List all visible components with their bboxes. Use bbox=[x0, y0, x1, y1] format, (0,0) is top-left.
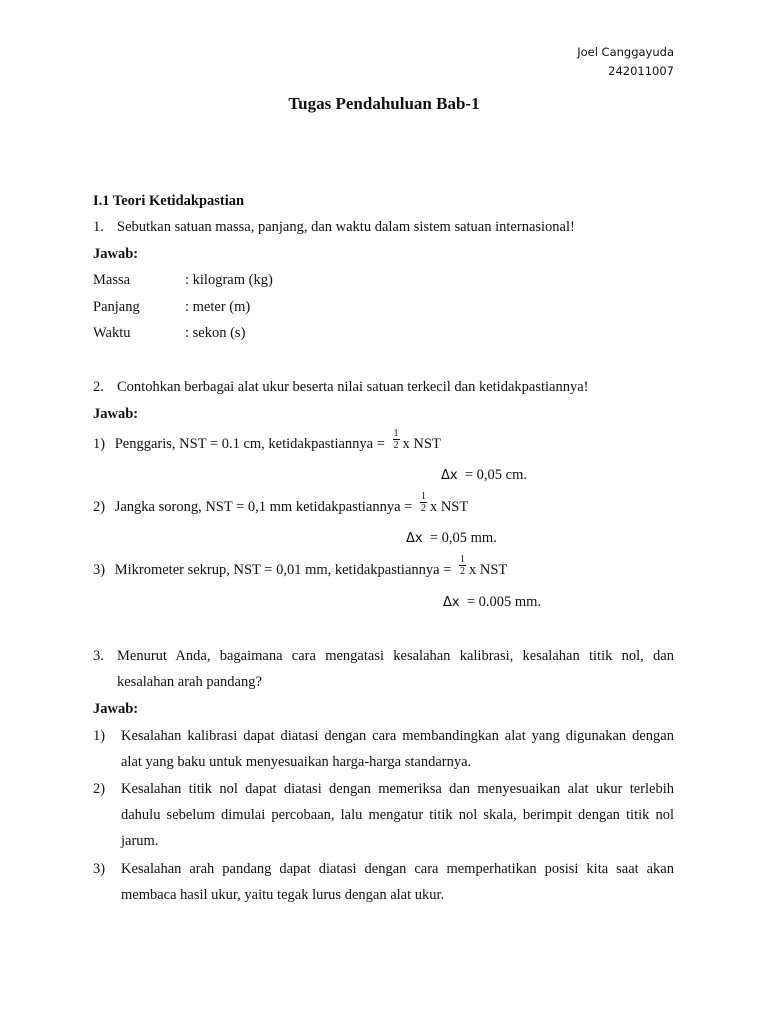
half-fraction: $\frac{1}{2}$ bbox=[420, 491, 426, 515]
page-title: Tugas Pendahuluan Bab-1 bbox=[288, 94, 480, 113]
uncertainty-result bbox=[441, 467, 527, 484]
list-item-number: 1) bbox=[93, 728, 106, 744]
question-3-number: 3. bbox=[93, 648, 104, 664]
list-item-suffix: x NST bbox=[402, 436, 441, 452]
answer-label-1: Jawab: bbox=[93, 246, 139, 262]
list-item bbox=[93, 428, 441, 453]
question-3-text: Menurut Anda, bagaimana cara mengatasi kesalahan kalibrasi, kesalahan titik nol, dan kesalahan arah pandang? bbox=[117, 648, 674, 690]
list-item-number: 3) bbox=[93, 861, 106, 877]
uncertainty-result bbox=[406, 530, 497, 547]
section-title: I.1 Teori Ketidakpastian bbox=[93, 193, 245, 209]
list-item-number: 1) bbox=[93, 436, 106, 452]
list-item-text: Mikrometer sekrup, NST = 0,01 mm, ketidakpastiannya = bbox=[114, 562, 452, 578]
delta-x-symbol: Δx bbox=[441, 468, 458, 483]
unit-value-time: : sekon (s) bbox=[185, 325, 246, 341]
uncertainty-value: = 0.005 mm. bbox=[466, 594, 542, 610]
answer-label-2: Jawab: bbox=[93, 406, 139, 422]
list-item-text: Penggaris, NST = 0.1 cm, ketidakpastiannya = bbox=[114, 436, 385, 452]
question-1-text: Sebutkan satuan massa, panjang, dan waktu dalam sistem satuan internasional! bbox=[117, 219, 575, 235]
uncertainty-value: = 0,05 mm. bbox=[429, 530, 497, 546]
list-item-number: 2) bbox=[93, 781, 106, 797]
delta-x-symbol: Δx bbox=[406, 531, 423, 546]
list-item-text: Jangka sorong, NST = 0,1 mm ketidakpastiannya = bbox=[114, 499, 413, 515]
answer-label-3: Jawab: bbox=[93, 701, 139, 717]
list-item-number: 2) bbox=[93, 499, 106, 515]
question-1-number: 1. bbox=[93, 219, 104, 235]
question-2-number: 2. bbox=[93, 379, 104, 395]
uncertainty-value: = 0,05 cm. bbox=[464, 467, 527, 483]
list-item-suffix: x NST bbox=[429, 499, 469, 515]
half-fraction: $\frac{1}{2}$ bbox=[393, 428, 399, 452]
list-item-text: Kesalahan titik nol dapat diatasi dengan memeriksa dan menyesuaikan alat ukur terlebih dahulu sebelum dimulai percobaan, lalu mengatur titik nol skala, berimpit dengan titik nol jarum. bbox=[121, 781, 674, 849]
uncertainty-result bbox=[443, 594, 541, 611]
unit-value-mass: : kilogram (kg) bbox=[185, 272, 273, 288]
author-name: Joel Canggayuda bbox=[577, 45, 674, 59]
unit-label-mass: Massa bbox=[93, 272, 131, 288]
list-item bbox=[93, 491, 469, 516]
list-item-suffix: x NST bbox=[469, 562, 508, 578]
delta-x-symbol: Δx bbox=[443, 595, 460, 610]
half-fraction: $\frac{1}{2}$ bbox=[460, 554, 465, 578]
list-item-text: Kesalahan kalibrasi dapat diatasi dengan cara membandingkan alat yang digunakan dengan alat yang baku untuk menyesuaikan harga-harga standarnya. bbox=[121, 728, 674, 770]
unit-label-time: Waktu bbox=[93, 325, 131, 341]
list-item-text: Kesalahan arah pandang dapat diatasi dengan cara memperhatikan posisi kita saat akan membaca hasil ukur, yaitu tegak lurus dengan alat ukur. bbox=[121, 861, 674, 903]
list-item bbox=[93, 554, 508, 579]
question-2-text: Contohkan berbagai alat ukur beserta nilai satuan terkecil dan ketidakpastiannya! bbox=[117, 379, 589, 395]
unit-label-length: Panjang bbox=[93, 299, 140, 315]
list-item-number: 3) bbox=[93, 562, 106, 578]
unit-value-length: : meter (m) bbox=[185, 299, 251, 315]
student-id: 242011007 bbox=[608, 64, 674, 78]
